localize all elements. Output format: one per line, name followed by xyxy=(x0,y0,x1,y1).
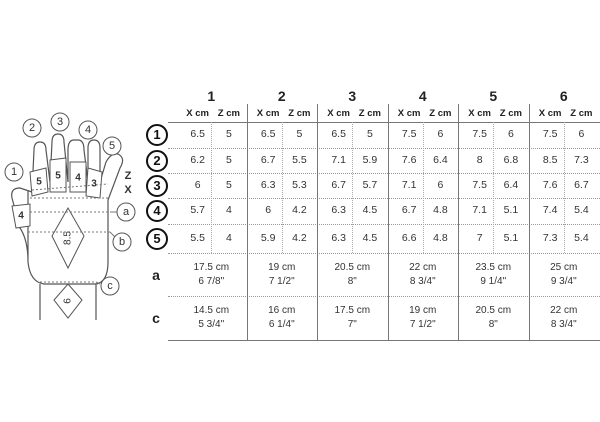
table-row-line xyxy=(168,148,600,149)
cell-x: 6 xyxy=(265,204,272,216)
cell-inch: 8 3/4" xyxy=(550,319,577,330)
cell-x: 6.5 xyxy=(190,128,205,140)
cell-z: 4.5 xyxy=(362,231,378,244)
cell-cm: 20.5 cm xyxy=(475,305,512,316)
cell-z: 5.7 xyxy=(362,178,378,191)
cell-cm: 25 cm xyxy=(550,261,578,273)
cell-z: 5.9 xyxy=(362,153,378,166)
sub-header-x: X cm xyxy=(186,108,209,119)
finger-row-label: 3 xyxy=(146,175,168,197)
cell-z: 5.1 xyxy=(503,231,519,244)
cell-inch: 6 1/4" xyxy=(268,319,295,330)
cell-z: 6 xyxy=(437,128,444,140)
cell-x: 7.1 xyxy=(331,153,346,166)
marker-a-label: a xyxy=(122,206,130,218)
cell-z: 4.8 xyxy=(433,204,448,216)
finger-circle-5-label: 5 xyxy=(108,140,116,152)
cell-z: 4.2 xyxy=(292,204,307,216)
palm-value: 8.5 xyxy=(62,231,74,245)
cell-cm: 19 cm xyxy=(268,261,296,273)
cell-x: 7.5 xyxy=(472,178,487,191)
cell-x: 7.3 xyxy=(542,231,558,244)
cell-x: 6.2 xyxy=(190,153,205,166)
wrist-value: 6 xyxy=(62,298,74,304)
cell-inch: 7 1/2" xyxy=(268,275,295,287)
cell-x: 6.7 xyxy=(401,204,417,216)
cell-cm: 17.5 cm xyxy=(334,305,371,316)
cell-inch: 8" xyxy=(347,275,357,287)
finger3-z-value: 5 xyxy=(55,170,61,182)
cell-z: 4 xyxy=(225,231,232,244)
sub-header-z: Z cm xyxy=(217,108,240,119)
size-header: 1 xyxy=(207,88,216,104)
sub-header-z: Z cm xyxy=(499,108,522,119)
cell-x: 6.5 xyxy=(331,128,346,140)
finger-row-label: 1 xyxy=(146,124,168,146)
cell-z: 6.4 xyxy=(503,178,519,191)
cell-x: 6.3 xyxy=(331,231,346,244)
cell-cm: 14.5 cm xyxy=(193,305,230,316)
finger2-z-value: 5 xyxy=(36,176,42,188)
cell-z: 4 xyxy=(225,204,232,216)
cell-x: 6.3 xyxy=(260,178,276,191)
cell-x: 5.9 xyxy=(260,231,276,244)
sub-header-x: X cm xyxy=(327,108,350,119)
cell-x: 8 xyxy=(476,153,483,166)
cell-cm: 19 cm xyxy=(409,305,437,316)
cell-z: 6 xyxy=(437,178,444,191)
cell-z: 6.7 xyxy=(574,178,589,191)
cell-cm: 20.5 cm xyxy=(334,261,371,273)
size-header: 5 xyxy=(489,88,498,104)
finger5-z-value: 3 xyxy=(91,178,97,190)
cell-z: 5 xyxy=(366,128,373,140)
measure-row-label: a xyxy=(152,266,160,283)
cell-z: 5 xyxy=(225,153,232,166)
finger-row-label: 5 xyxy=(146,228,168,250)
cell-inch: 5 3/4" xyxy=(198,319,225,330)
cell-z: 6 xyxy=(507,128,514,140)
cell-z: 5 xyxy=(225,128,232,140)
cell-x: 6.7 xyxy=(260,153,276,166)
cell-z: 7.3 xyxy=(574,153,589,166)
cell-x: 7.6 xyxy=(401,153,417,166)
finger-circle-1-label: 1 xyxy=(10,166,18,178)
size-header: 6 xyxy=(559,88,568,104)
cell-inch: 9 3/4" xyxy=(550,275,577,287)
table-row-line xyxy=(168,224,600,225)
table-row-line xyxy=(168,122,600,123)
size-header: 3 xyxy=(348,88,357,104)
cell-x: 6 xyxy=(194,178,201,191)
cell-z: 6.4 xyxy=(433,153,448,166)
cell-z: 6.8 xyxy=(503,153,519,166)
cell-x: 7.4 xyxy=(542,204,558,216)
cell-z: 5 xyxy=(225,178,232,191)
marker-b-label: b xyxy=(118,236,126,248)
cell-z: 4.8 xyxy=(433,231,448,244)
cell-cm: 16 cm xyxy=(268,305,296,316)
finger-row-label: 4 xyxy=(146,200,168,222)
table-row-line xyxy=(168,340,600,341)
sub-header-z: Z cm xyxy=(288,108,311,119)
marker-x: X xyxy=(124,184,132,196)
sub-header-z: Z cm xyxy=(358,108,381,119)
cell-x: 6.7 xyxy=(331,178,346,191)
marker-c-label: c xyxy=(107,280,113,292)
cell-z: 5.3 xyxy=(292,178,307,191)
cell-inch: 9 1/4" xyxy=(480,275,507,287)
cell-x: 8.5 xyxy=(542,153,558,166)
cell-inch: 7" xyxy=(347,319,357,330)
cell-x: 6.5 xyxy=(260,128,276,140)
table-row-line xyxy=(168,296,600,297)
table-row-line xyxy=(168,198,600,199)
finger4-z-value: 4 xyxy=(75,172,81,184)
size-header: 4 xyxy=(418,88,427,104)
cell-x: 6.3 xyxy=(331,204,346,216)
cell-x: 5.5 xyxy=(190,231,205,244)
finger-row-label: 2 xyxy=(146,150,168,172)
cell-inch: 8" xyxy=(488,319,498,330)
cell-x: 7.1 xyxy=(401,178,417,191)
thumb-z-value: 4 xyxy=(18,210,24,222)
table-row-line xyxy=(168,173,600,174)
cell-z: 5 xyxy=(296,128,303,140)
sub-header-x: X cm xyxy=(397,108,421,119)
cell-inch: 7 1/2" xyxy=(409,319,436,330)
cell-cm: 17.5 cm xyxy=(193,261,230,273)
table-row-line xyxy=(168,253,600,254)
cell-x: 7.6 xyxy=(542,178,558,191)
cell-cm: 23.5 cm xyxy=(475,261,512,273)
cell-x: 7.5 xyxy=(472,128,487,140)
cell-cm: 22 cm xyxy=(550,305,578,316)
cell-inch: 8 3/4" xyxy=(409,275,436,287)
cell-x: 7.5 xyxy=(542,128,558,140)
sub-header-z: Z cm xyxy=(570,108,593,119)
cell-cm: 22 cm xyxy=(409,261,437,273)
cell-inch: 6 7/8" xyxy=(198,275,225,287)
finger-circle-2-label: 2 xyxy=(28,122,36,134)
finger-circle-4-label: 4 xyxy=(84,124,92,136)
cell-z: 4.5 xyxy=(362,204,378,216)
cell-z: 5.4 xyxy=(574,204,589,216)
sub-header-x: X cm xyxy=(538,108,562,119)
cell-x: 7.5 xyxy=(401,128,417,140)
marker-z: Z xyxy=(124,170,132,182)
size-header: 2 xyxy=(277,88,286,104)
sub-header-x: X cm xyxy=(468,108,491,119)
cell-z: 6 xyxy=(578,128,585,140)
cell-z: 5.4 xyxy=(574,231,589,244)
finger-circle-3-label: 3 xyxy=(56,116,64,128)
cell-x: 7 xyxy=(476,231,483,244)
sub-header-z: Z cm xyxy=(429,108,452,119)
cell-z: 5.5 xyxy=(292,153,307,166)
measure-row-label: c xyxy=(152,310,160,326)
cell-z: 4.2 xyxy=(292,231,307,244)
sub-header-x: X cm xyxy=(256,108,280,119)
cell-x: 6.6 xyxy=(401,231,417,244)
cell-z: 5.1 xyxy=(503,204,519,216)
cell-x: 7.1 xyxy=(472,204,487,216)
cell-x: 5.7 xyxy=(190,204,205,216)
